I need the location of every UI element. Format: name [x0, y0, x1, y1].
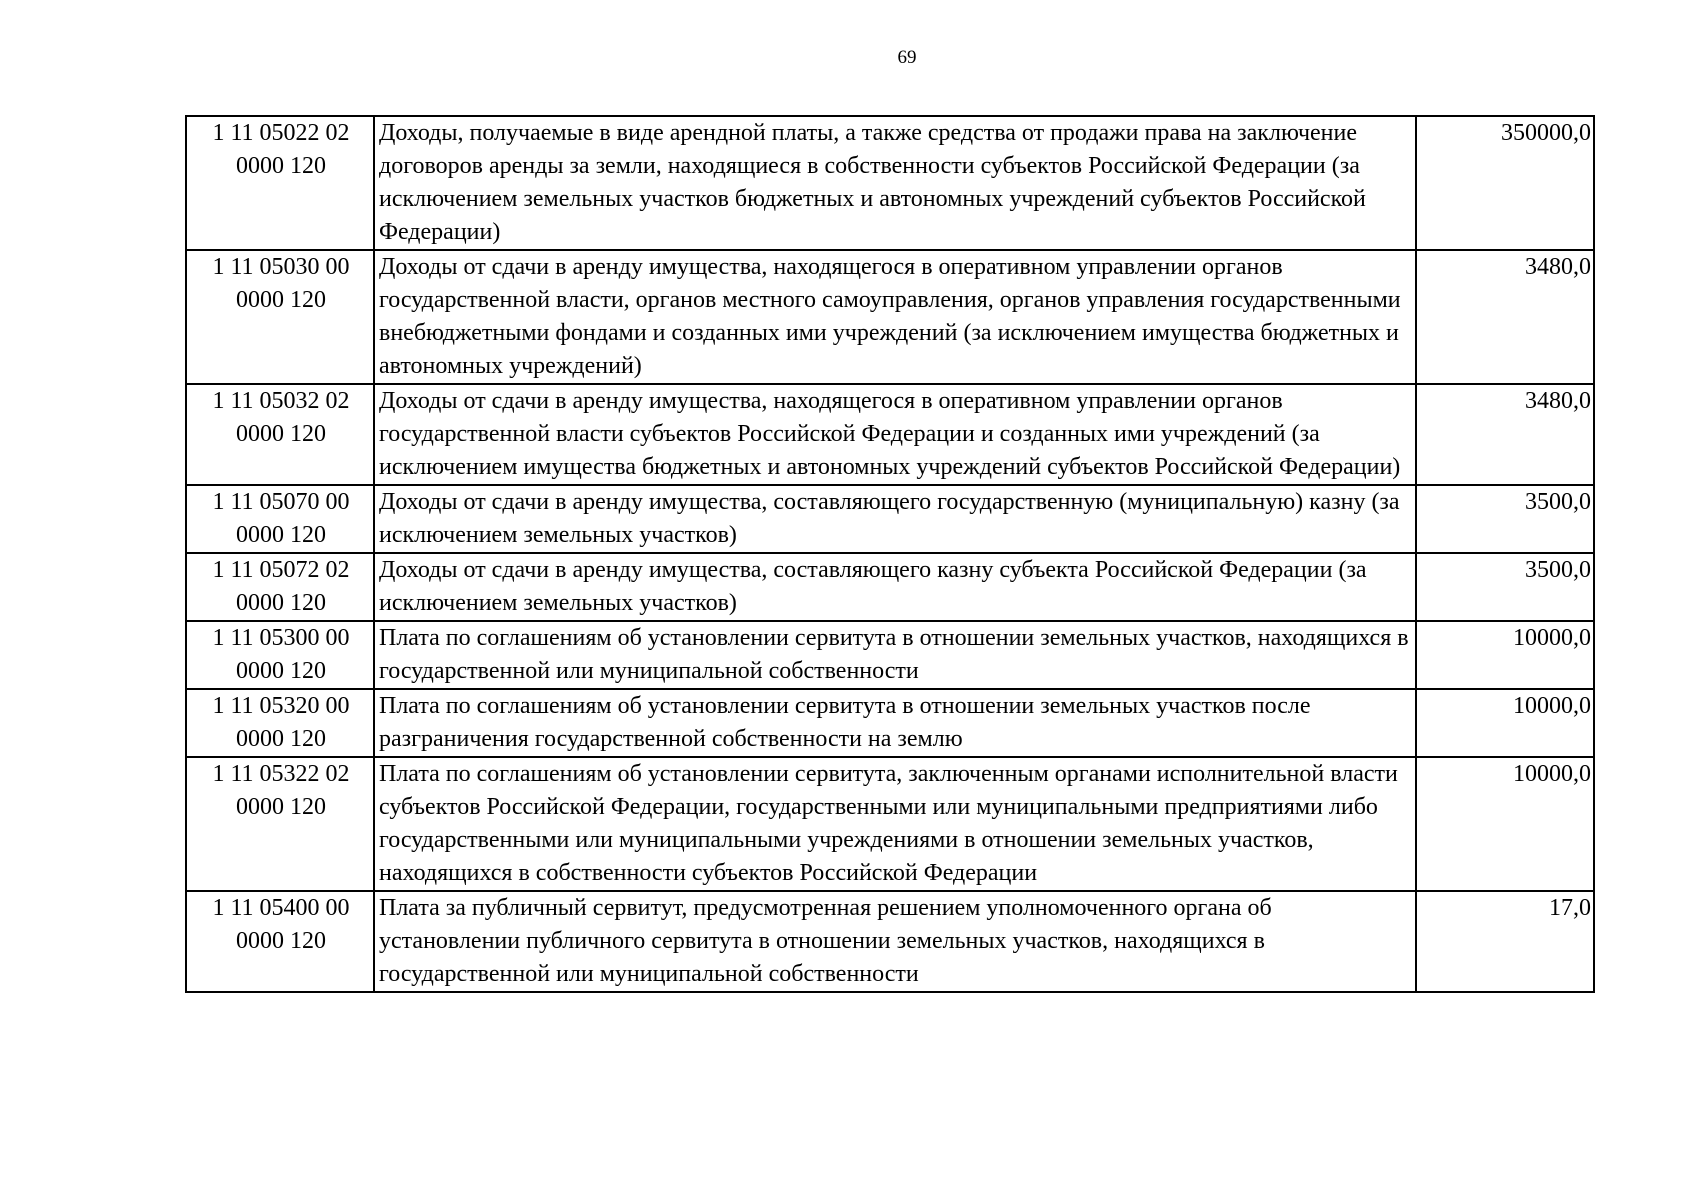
- amount-cell: 17,0: [1416, 891, 1594, 992]
- budget-code-cell: [186, 384, 374, 485]
- budget-code-line1: 1 11 05070 00: [212, 489, 350, 515]
- budget-code-line1: 1 11 05400 00: [212, 895, 350, 921]
- budget-code-line1: 1 11 05022 02: [212, 120, 350, 146]
- amount-cell: 3500,0: [1416, 485, 1594, 553]
- budget-code-line2: 0000 120: [236, 726, 326, 752]
- budget-code-line1: 1 11 05072 02: [212, 557, 350, 583]
- budget-code-cell: [186, 485, 374, 553]
- revenue-description-cell: Доходы, получаемые в виде арендной платы, а также средства от продажи права на заключение договоров аренды за земли, находящиеся в собственности субъектов Российской Федерации (за исключением земельных участков бюджетных и автономных учреждений субъектов Российской Федерации): [374, 116, 1416, 250]
- budget-code-line1: 1 11 05300 00: [212, 625, 350, 651]
- table-row: [186, 891, 1594, 992]
- table-row: [186, 621, 1594, 689]
- table-row: [186, 384, 1594, 485]
- budget-code-cell: [186, 553, 374, 621]
- table-row: [186, 757, 1594, 891]
- budget-code-line2: 0000 120: [236, 153, 326, 179]
- budget-code-line1: 1 11 05030 00: [212, 254, 350, 280]
- amount-cell: 10000,0: [1416, 757, 1594, 891]
- amount-cell: 350000,0: [1416, 116, 1594, 250]
- amount-cell: 10000,0: [1416, 689, 1594, 757]
- budget-code-line2: 0000 120: [236, 658, 326, 684]
- budget-code-line2: 0000 120: [236, 928, 326, 954]
- budget-code-line1: 1 11 05322 02: [212, 761, 350, 787]
- revenue-description-cell: Плата по соглашениям об установлении сервитута, заключенным органами исполнительной власти субъектов Российской Федерации, государственными или муниципальными предприятиями либо государственными или муниципальными учреждениями в отношении земельных участков, находящихся в собственности субъектов Российской Федерации: [374, 757, 1416, 891]
- budget-code-cell: [186, 116, 374, 250]
- budget-code-cell: [186, 757, 374, 891]
- budget-code-line2: 0000 120: [236, 522, 326, 548]
- revenue-description-cell: Плата по соглашениям об установлении сервитута в отношении земельных участков, находящихся в государственной или муниципальной собственности: [374, 621, 1416, 689]
- table-row: [186, 485, 1594, 553]
- amount-cell: 3480,0: [1416, 384, 1594, 485]
- amount-cell: 3480,0: [1416, 250, 1594, 384]
- budget-code-cell: [186, 250, 374, 384]
- budget-code-cell: [186, 689, 374, 757]
- revenue-description-cell: Доходы от сдачи в аренду имущества, составляющего государственную (муниципальную) казну (за исключением земельных участков): [374, 485, 1416, 553]
- revenue-description-cell: Доходы от сдачи в аренду имущества, составляющего казну субъекта Российской Федерации (за исключением земельных участков): [374, 553, 1416, 621]
- table-row: [186, 250, 1594, 384]
- amount-cell: 10000,0: [1416, 621, 1594, 689]
- revenue-description-cell: Плата по соглашениям об установлении сервитута в отношении земельных участков после разграничения государственной собственности на землю: [374, 689, 1416, 757]
- budget-revenue-table: [185, 115, 1595, 993]
- table-body: [186, 116, 1594, 992]
- budget-code-line2: 0000 120: [236, 287, 326, 313]
- table-row: [186, 689, 1594, 757]
- revenue-description-cell: Доходы от сдачи в аренду имущества, находящегося в оперативном управлении органов государственной власти, органов местного самоуправления, органов управления государственными внебюджетными фондами и созданных ими учреждений (за исключением имущества бюджетных и автономных учреждений): [374, 250, 1416, 384]
- budget-code-line1: 1 11 05032 02: [212, 388, 350, 414]
- budget-code-line2: 0000 120: [236, 590, 326, 616]
- budget-code-line2: 0000 120: [236, 794, 326, 820]
- budget-code-line1: 1 11 05320 00: [212, 693, 350, 719]
- table-row: [186, 553, 1594, 621]
- table-row: [186, 116, 1594, 250]
- budget-code-cell: [186, 621, 374, 689]
- page-number: 69: [897, 47, 917, 68]
- budget-code-line2: 0000 120: [236, 421, 326, 447]
- revenue-description-cell: Доходы от сдачи в аренду имущества, находящегося в оперативном управлении органов государственной власти субъектов Российской Федерации и созданных ими учреждений (за исключением имущества бюджетных и автономных учреждений субъектов Российской Федерации): [374, 384, 1416, 485]
- amount-cell: 3500,0: [1416, 553, 1594, 621]
- revenue-description-cell: Плата за публичный сервитут, предусмотренная решением уполномоченного органа об установлении публичного сервитута в отношении земельных участков, находящихся в государственной или муниципальной собственности: [374, 891, 1416, 992]
- budget-code-cell: [186, 891, 374, 992]
